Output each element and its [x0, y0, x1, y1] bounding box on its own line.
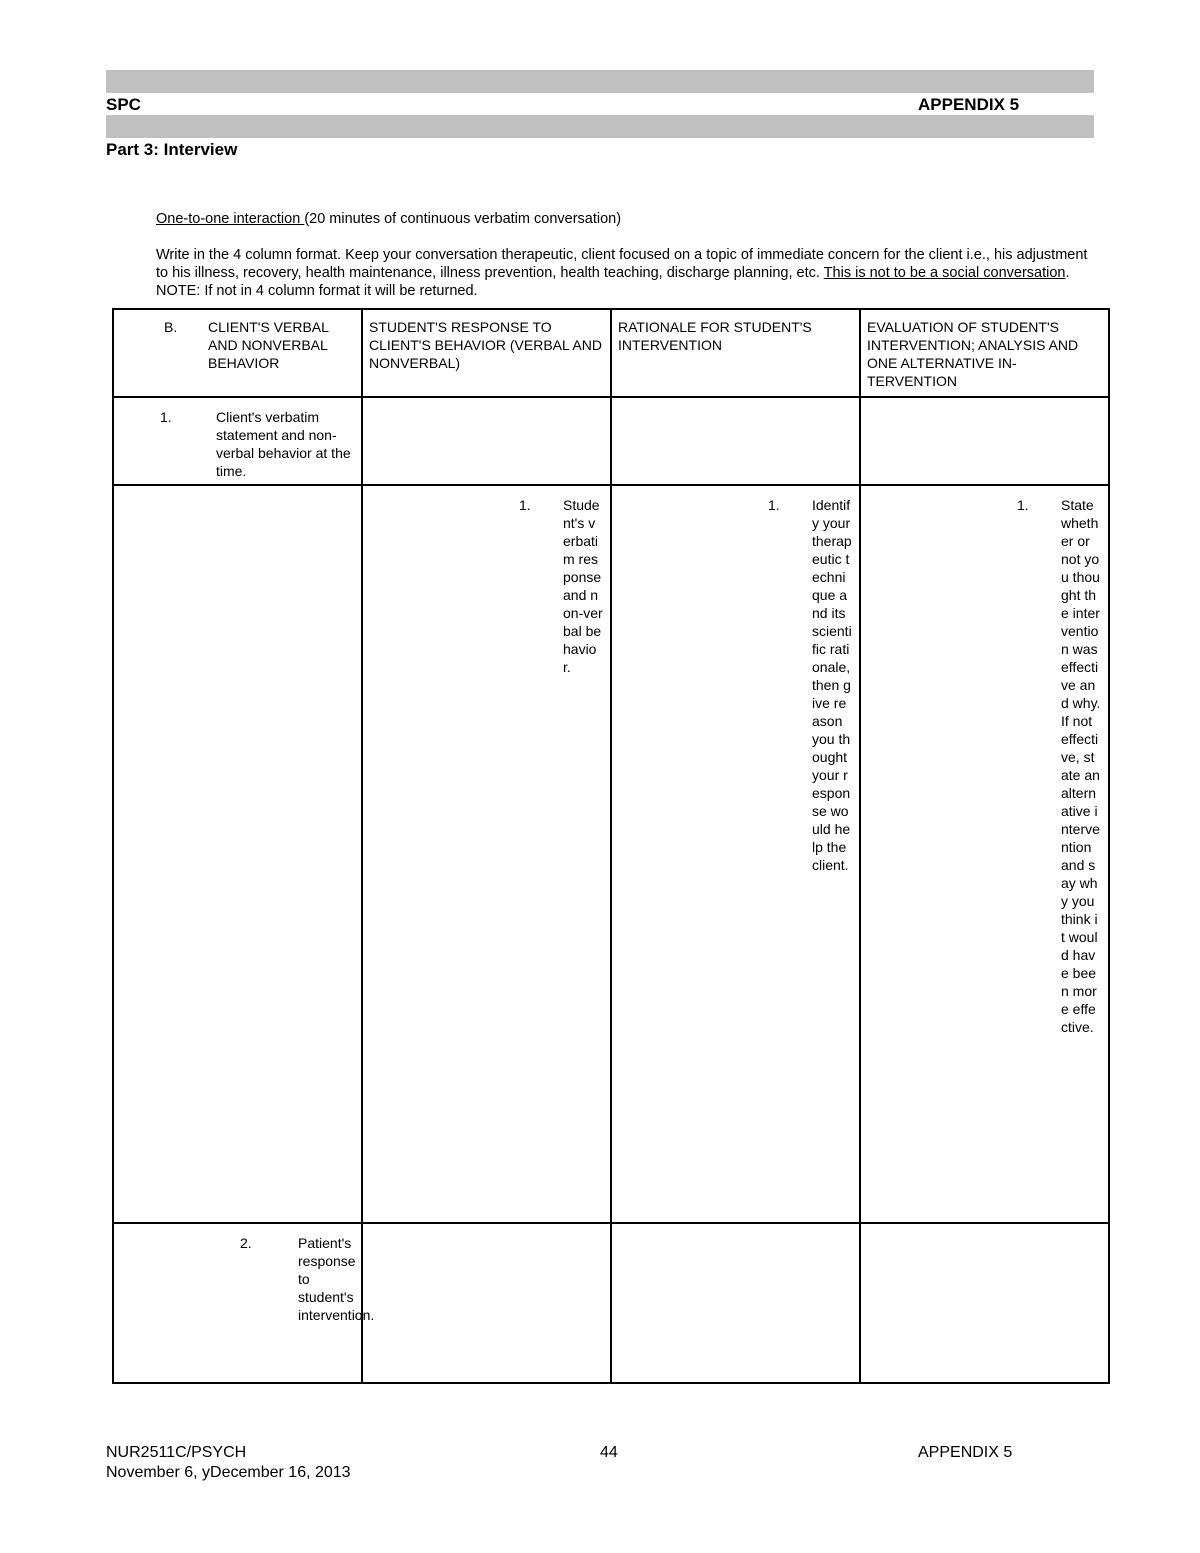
intro-heading-underlined: One-to-one interaction	[156, 211, 305, 227]
row1-student-cell[interactable]	[362, 397, 611, 485]
row2-client-cell[interactable]	[113, 485, 362, 1223]
row1-rationale-cell[interactable]	[611, 397, 860, 485]
row2-evaluation-cell[interactable]	[860, 485, 1109, 1223]
header-org: SPC	[106, 95, 141, 114]
table-row	[113, 485, 1109, 1223]
header-band-top	[106, 70, 1094, 93]
row2-student-cell[interactable]	[362, 485, 611, 1223]
instructions-text: Write in the 4 column format. Keep your conversation therapeutic, client focused on a topic of immediate concern for the client i.e., his adjustment to his illness, recovery, health maintenance, illness prevention, health teaching, discharge planning, etc.	[156, 247, 1088, 281]
row3-rationale-cell[interactable]	[611, 1223, 860, 1383]
footer-appendix: APPENDIX 5	[918, 1444, 1013, 1461]
header-cell-rationale	[611, 309, 860, 397]
instructions-note: . NOTE: If not in 4 column format it will be returned.	[156, 265, 1070, 299]
row2-rationale-number: 1.	[768, 497, 780, 513]
row3-student-cell[interactable]	[362, 1223, 611, 1383]
row1-client-text: Client's verbatim statement and non-verbal behavior at the time.	[216, 409, 351, 479]
header-student-label: STUDENT'S RESPONSE TO CLIENT'S BEHAVIOR (VERBAL AND NONVERBAL)	[369, 319, 602, 371]
intro-heading	[156, 210, 1096, 228]
row3-client-text: Patient's response to student's intervention.	[298, 1235, 375, 1323]
intro-heading-rest: (20 minutes of continuous verbatim conversation)	[304, 211, 622, 227]
header-evaluation-label: EVALUATION OF STUDENT'S INTERVENTION; ANALYSIS AND ONE ALTERNATIVE IN-TERVENTION	[867, 319, 1079, 389]
row1-number: 1.	[160, 409, 172, 425]
header-band-bottom	[106, 115, 1094, 138]
header-cell-evaluation	[860, 309, 1109, 397]
table-header-row	[113, 309, 1109, 397]
row2-student-text: Student's verbatim response and non-verbal behavior.	[563, 497, 603, 675]
row1-evaluation-cell[interactable]	[860, 397, 1109, 485]
table-row	[113, 1223, 1109, 1383]
row2-rationale-cell[interactable]	[611, 485, 860, 1223]
header-rationale-label: RATIONALE FOR STUDENT'S INTERVENTION	[618, 319, 812, 353]
row3-number: 2.	[240, 1235, 252, 1251]
row3-evaluation-cell[interactable]	[860, 1223, 1109, 1383]
part-title: Part 3: Interview	[106, 140, 238, 159]
table-row	[113, 397, 1109, 485]
header-cell-client	[113, 309, 362, 397]
row2-student-number: 1.	[519, 497, 531, 513]
header-appendix: APPENDIX 5	[918, 95, 1020, 114]
row2-evaluation-text: State whether or not you thought the intervention was effective and why. If not effective, state an alternative intervention and say why you think it would have been more effective.	[1061, 497, 1101, 1035]
footer-page-number: 44	[600, 1444, 618, 1461]
instructions-underlined: This is not to be a social conversation	[823, 265, 1066, 281]
row2-rationale-text: Identify your therapeutic technique and its scientific rationale, then give reason you thought your response would help the client.	[812, 497, 852, 873]
footer-date: November 6, yDecember 16, 2013	[106, 1464, 351, 1481]
header-client-label: CLIENT'S VERBAL AND NONVERBAL BEHAVIOR	[208, 319, 329, 371]
row3-client-cell[interactable]	[113, 1223, 375, 1383]
row1-client-cell[interactable]	[113, 397, 362, 485]
intro-instructions	[156, 246, 1096, 300]
header-section-letter: B.	[164, 319, 178, 335]
interview-table	[112, 308, 1110, 1384]
header-cell-student	[362, 309, 611, 397]
footer-course: NUR2511C/PSYCH	[106, 1444, 247, 1461]
row2-evaluation-number: 1.	[1017, 497, 1029, 513]
